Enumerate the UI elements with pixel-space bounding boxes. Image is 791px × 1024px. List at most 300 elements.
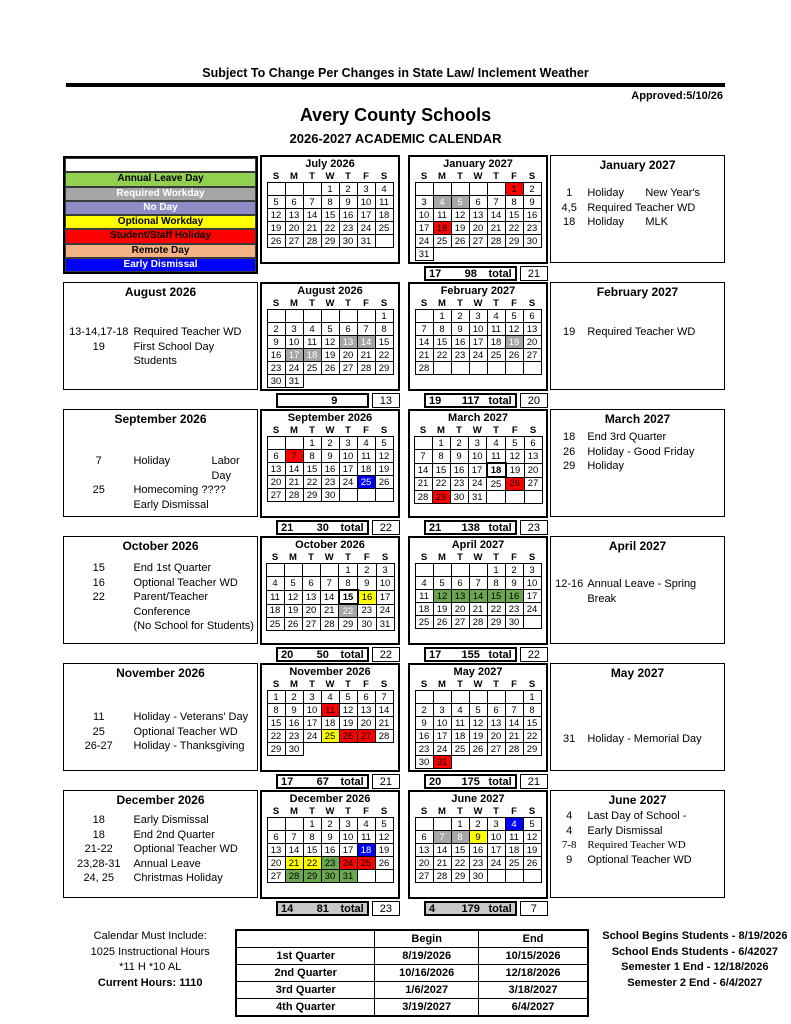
weekday-header: S (528, 806, 536, 817)
day-cell: 2 (358, 564, 377, 577)
day-cell: 18 (505, 844, 523, 857)
totals-right-count: 13 (372, 393, 400, 408)
day-cell: 24 (469, 349, 487, 362)
note-text: Holiday - Memorial Day (587, 733, 702, 745)
empty-cell (375, 235, 393, 248)
empty-cell (415, 183, 433, 196)
weekday-header: W (473, 298, 483, 309)
day-cell: 4 (357, 437, 375, 450)
weekday-header-row (415, 806, 541, 818)
week-row (415, 616, 541, 629)
day-cell: 12 (506, 450, 525, 464)
note-day-number: 22 (92, 591, 105, 603)
note-line (551, 577, 724, 606)
week-row (266, 590, 394, 604)
day-cell: 3 (468, 437, 487, 450)
day-cell: 19 (339, 717, 357, 730)
quarter-row (236, 999, 587, 1017)
empty-cell (285, 310, 303, 323)
day-cell: 21 (285, 476, 303, 489)
calendar-month-title: August 2026 (297, 285, 363, 297)
weekday-header: T (308, 552, 314, 563)
day-cell: 1 (321, 183, 339, 196)
note-line (64, 813, 257, 828)
empty-cell (523, 616, 541, 629)
day-cell: 28 (433, 870, 451, 883)
totals-row (276, 901, 400, 916)
totals-cumulative: 9 (331, 394, 338, 407)
totals-row (424, 901, 548, 916)
day-cell: 23 (267, 362, 285, 375)
legend-item: Remote Day (65, 244, 256, 258)
day-cell: 27 (415, 870, 433, 883)
day-cell: 25 (303, 362, 321, 375)
week-row (415, 349, 541, 362)
totals-main-box (424, 774, 517, 789)
note-day-number: 21-22 (84, 843, 113, 855)
weekday-header: M (438, 171, 446, 182)
totals-cumulative: 50 (316, 648, 329, 661)
calendar-box (408, 663, 548, 772)
calendar-box (408, 155, 548, 264)
calendar-september-2026 (260, 409, 400, 536)
week-row (267, 222, 393, 235)
day-cell: 21 (357, 349, 375, 362)
day-cell: 1 (267, 691, 285, 704)
note-lines (551, 430, 724, 474)
day-cell: 8 (505, 196, 523, 209)
day-cell: 1 (303, 818, 321, 831)
day-cell: 22 (523, 730, 541, 743)
day-cell: 2 (451, 310, 469, 323)
day-cell: 14 (357, 336, 375, 349)
day-cell: 19 (505, 336, 523, 349)
day-cell: 24 (376, 604, 394, 618)
weekday-header: T (345, 298, 351, 309)
day-cell: 19 (506, 463, 525, 477)
legend-item: Student/Staff Holiday (65, 229, 256, 243)
day-cell: 17 (339, 463, 357, 476)
day-cell: 20 (339, 349, 357, 362)
empty-cell (433, 818, 451, 831)
day-cell: 7 (505, 704, 523, 717)
day-cell: 14 (320, 590, 339, 604)
empty-cell (451, 183, 469, 196)
totals-main-box (276, 520, 369, 535)
note-detail: Labor Day (211, 455, 240, 482)
weekday-header: W (472, 425, 482, 436)
note-day-number: 11 (93, 711, 105, 723)
week-row (415, 704, 541, 717)
day-cell: 15 (375, 336, 393, 349)
empty-cell (505, 362, 523, 375)
week-row (267, 310, 393, 323)
note-line (551, 824, 724, 839)
note-text: Christmas Holiday (133, 872, 223, 884)
legend-item: Required Workday (65, 187, 256, 201)
calendar-month-title: December 2026 (289, 793, 371, 805)
day-cell: 5 (375, 818, 393, 831)
notes-may-2027 (550, 663, 725, 771)
week-row (267, 209, 393, 222)
weekday-header: S (272, 679, 280, 690)
weekday-header: F (511, 171, 517, 182)
note-text: End 1st Quarter (133, 562, 212, 574)
week-row (266, 564, 394, 577)
day-cell: 8 (303, 831, 321, 844)
day-cell: 25 (415, 616, 433, 629)
empty-cell (375, 489, 393, 502)
day-cell: 8 (267, 704, 285, 717)
calendar-june-2027 (408, 790, 548, 917)
day-cell: 1 (339, 564, 358, 577)
calendar-table (267, 806, 394, 883)
quarter-label: 3rd Quarter (236, 982, 374, 999)
weekday-header: W (325, 425, 335, 436)
day-cell: 10 (415, 209, 433, 222)
empty-cell (266, 564, 284, 577)
note-line (64, 619, 257, 634)
day-cell: 23 (415, 743, 433, 756)
calendar-december-2026 (260, 790, 400, 917)
weekday-header: S (272, 425, 280, 436)
totals-label: total (340, 521, 364, 534)
weekday-header: S (528, 679, 536, 690)
month-notes-box (63, 790, 258, 898)
day-cell: 18 (415, 603, 433, 616)
empty-cell (523, 248, 541, 261)
weekday-header: W (473, 806, 483, 817)
day-cell: 10 (469, 323, 487, 336)
week-row (415, 603, 541, 616)
empty-cell (414, 437, 432, 450)
empty-cell (375, 743, 393, 756)
day-cell: 4 (433, 196, 451, 209)
note-lines (64, 561, 257, 634)
weekday-header-row (267, 806, 393, 818)
day-cell: 28 (357, 362, 375, 375)
day-cell: 9 (523, 196, 541, 209)
calendar-box (260, 282, 400, 391)
day-cell: 18 (451, 730, 469, 743)
day-cell: 10 (339, 831, 357, 844)
totals-cumulative: 179 (461, 902, 480, 915)
totals-row (276, 647, 400, 662)
totals-right-count: 22 (520, 647, 548, 662)
day-cell: 20 (487, 730, 505, 743)
calendar-april-2027 (408, 536, 548, 663)
empty-cell (433, 564, 451, 577)
weekday-header-row (415, 552, 541, 564)
note-day-number: 7 (95, 455, 102, 467)
day-cell: 28 (320, 618, 339, 631)
calendar-august-2026 (260, 282, 400, 409)
note-line (64, 842, 257, 857)
day-cell: 25 (357, 476, 375, 489)
week-row (415, 310, 541, 323)
weekday-header-row (267, 679, 393, 691)
day-cell: 6 (357, 691, 375, 704)
quarter-end-date: 12/18/2026 (479, 965, 588, 982)
note-text: Holiday (587, 216, 625, 228)
weekday-header-row (267, 425, 393, 437)
day-cell: 16 (469, 844, 487, 857)
day-cell: 19 (284, 604, 302, 618)
totals-label: total (488, 648, 512, 661)
note-text: Required Teacher WD (133, 326, 242, 338)
calendar-july-2026 (260, 155, 400, 264)
note-lines (551, 186, 724, 230)
day-cell: 13 (267, 844, 285, 857)
day-cell: 26 (267, 235, 285, 248)
day-cell: 6 (523, 310, 541, 323)
note-text: Required Teacher WD (587, 326, 696, 338)
day-cell: 7 (433, 831, 451, 844)
day-cell: 29 (487, 616, 505, 629)
day-cell: 30 (469, 870, 487, 883)
empty-cell (357, 870, 375, 883)
day-cell: 20 (267, 857, 285, 870)
day-cell: 4 (451, 704, 469, 717)
note-text: End 3rd Quarter (587, 431, 667, 443)
day-cell: 26 (375, 476, 393, 489)
weekday-header: F (363, 298, 369, 309)
empty-cell (357, 743, 375, 756)
totals-days: 17 (429, 648, 442, 661)
note-day-number: 9 (566, 853, 573, 866)
note-day-number: 24, 25 (83, 872, 115, 884)
notes-march-2027 (550, 409, 725, 517)
day-cell: 16 (505, 590, 523, 603)
weekday-header: T (493, 171, 499, 182)
day-cell: 10 (339, 450, 357, 463)
week-row (267, 183, 393, 196)
calendar-box (260, 790, 400, 899)
day-cell: 22 (375, 349, 393, 362)
day-cell: 31 (285, 375, 303, 388)
empty-cell (339, 743, 357, 756)
weekday-header: M (290, 298, 298, 309)
note-line (64, 725, 257, 740)
header-rule (66, 83, 725, 87)
day-cell: 6 (524, 437, 542, 450)
day-cell: 7 (487, 196, 505, 209)
day-cell: 7 (285, 450, 303, 463)
day-cell: 15 (487, 590, 505, 603)
totals-right-count: 7 (520, 901, 548, 916)
day-cell: 16 (451, 336, 469, 349)
day-cell: 20 (415, 857, 433, 870)
note-text: Annual Leave (133, 857, 201, 870)
calendar-box (260, 536, 400, 645)
week-row (267, 437, 393, 450)
empty-cell (320, 564, 339, 577)
day-cell: 2 (469, 818, 487, 831)
day-cell: 12 (505, 323, 523, 336)
week-row (267, 450, 393, 463)
totals-label: total (488, 394, 512, 407)
quarter-begin-date: 8/19/2026 (375, 948, 479, 965)
day-cell: 26 (523, 857, 541, 870)
note-day-number: 1 (566, 187, 573, 199)
totals-row (424, 520, 548, 535)
totals-main-box (276, 774, 369, 789)
month-notes-box (550, 663, 725, 771)
day-cell: 23 (321, 476, 339, 489)
weekday-header-row (415, 298, 541, 310)
day-cell: 15 (321, 209, 339, 222)
day-cell: 12 (284, 590, 302, 604)
note-day-number: 4,5 (561, 201, 577, 214)
day-cell: 30 (321, 870, 339, 883)
quarter-end-date: 6/4/2027 (479, 999, 588, 1017)
legend-item: Annual Leave Day (65, 172, 256, 186)
day-cell: 24 (285, 362, 303, 375)
weekday-header: W (325, 298, 335, 309)
change-notice: Subject To Change Per Changes in State Law/ Inclement Weather (202, 66, 589, 80)
totals-row (424, 266, 548, 281)
totals-right-count: 21 (372, 774, 400, 789)
day-cell: 2 (450, 437, 468, 450)
weekday-header: S (528, 298, 536, 309)
band-july-january (63, 155, 728, 282)
day-cell: 31 (339, 870, 357, 883)
day-cell: 5 (506, 437, 525, 450)
day-cell: 26 (321, 362, 339, 375)
note-text: Required Teacher WD (587, 201, 696, 214)
weekday-header: M (290, 171, 298, 182)
day-cell: 28 (303, 235, 321, 248)
day-cell: 8 (433, 323, 451, 336)
weekday-header: F (363, 425, 369, 436)
note-line (551, 430, 724, 445)
week-row (267, 235, 393, 248)
day-cell: 12 (375, 450, 393, 463)
day-cell: 17 (339, 844, 357, 857)
totals-days: 20 (429, 775, 442, 788)
day-cell: 14 (285, 844, 303, 857)
week-row (266, 618, 394, 631)
empty-cell (415, 691, 433, 704)
totals-label: total (340, 902, 364, 915)
totals-days: 19 (429, 394, 442, 407)
weekday-header: T (345, 679, 351, 690)
day-cell: 7 (414, 450, 432, 464)
week-row (267, 730, 393, 743)
weekday-header: M (290, 679, 298, 690)
note-line (551, 853, 724, 868)
day-cell: 15 (433, 336, 451, 349)
empty-cell (469, 564, 487, 577)
day-cell: 12 (375, 831, 393, 844)
weekday-header: F (511, 806, 517, 817)
day-cell: 4 (266, 577, 284, 591)
month-notes-box (550, 790, 725, 898)
day-cell: 31 (357, 235, 375, 248)
weekday-header: W (473, 552, 483, 563)
note-lines (64, 325, 257, 369)
day-cell: 19 (469, 730, 487, 743)
totals-row (276, 393, 400, 408)
note-day-number (64, 498, 133, 513)
day-cell: 25 (321, 730, 339, 743)
totals-right-count: 22 (372, 520, 400, 535)
weekday-header-row (414, 425, 542, 437)
day-cell: 1 (523, 691, 541, 704)
empty-cell (285, 183, 303, 196)
note-text: Optional Teacher WD (133, 725, 238, 738)
weekday-header: W (473, 679, 483, 690)
weekday-header: S (272, 171, 280, 182)
empty-cell (524, 491, 542, 504)
quarters-table (235, 929, 588, 1017)
empty-cell (487, 870, 505, 883)
day-cell: 24 (303, 730, 321, 743)
day-cell: 22 (433, 349, 451, 362)
weekday-header: S (381, 552, 389, 563)
day-cell: 28 (285, 870, 303, 883)
calendar-table (267, 679, 394, 756)
totals-row (276, 520, 400, 535)
weekday-header: S (380, 298, 388, 309)
week-row (267, 323, 393, 336)
day-cell: 6 (267, 831, 285, 844)
day-cell: 5 (433, 577, 451, 590)
day-cell: 23 (505, 603, 523, 616)
weekday-header: F (511, 425, 518, 436)
day-cell: 9 (358, 577, 377, 591)
weekday-header-row (266, 552, 394, 564)
hours-summary (63, 929, 237, 991)
totals-label: total (340, 648, 364, 661)
day-cell: 14 (469, 590, 487, 603)
day-cell: 11 (321, 704, 339, 717)
day-cell: 17 (523, 590, 541, 603)
day-cell: 1 (432, 437, 450, 450)
note-lines (551, 809, 724, 867)
note-lines (551, 732, 724, 747)
quarter-begin-date: 10/16/2026 (375, 965, 479, 982)
day-cell: 28 (505, 743, 523, 756)
note-lines (64, 710, 257, 754)
day-cell: 6 (339, 323, 357, 336)
empty-cell (357, 489, 375, 502)
note-day-number: 18 (92, 828, 105, 841)
day-cell: 29 (303, 489, 321, 502)
day-cell: 27 (285, 235, 303, 248)
weekday-header: M (438, 552, 446, 563)
week-row (415, 844, 541, 857)
calendar-month-title: October 2026 (295, 539, 365, 551)
calendar-grid (63, 155, 728, 917)
day-cell: 25 (487, 477, 506, 491)
day-cell: 28 (415, 362, 433, 375)
day-cell: 10 (357, 196, 375, 209)
day-cell: 5 (321, 323, 339, 336)
empty-cell (375, 870, 393, 883)
note-day-number: 12-16 (555, 578, 584, 590)
note-line (64, 561, 257, 576)
notes-december-2026 (63, 790, 258, 898)
weekday-header-row (267, 298, 393, 310)
quarter-row (236, 965, 587, 982)
note-line (64, 325, 257, 340)
note-text: Optional Teacher WD (133, 576, 238, 589)
empty-cell (506, 491, 525, 504)
day-cell: 5 (523, 818, 541, 831)
day-cell: 16 (285, 717, 303, 730)
empty-cell (469, 248, 487, 261)
